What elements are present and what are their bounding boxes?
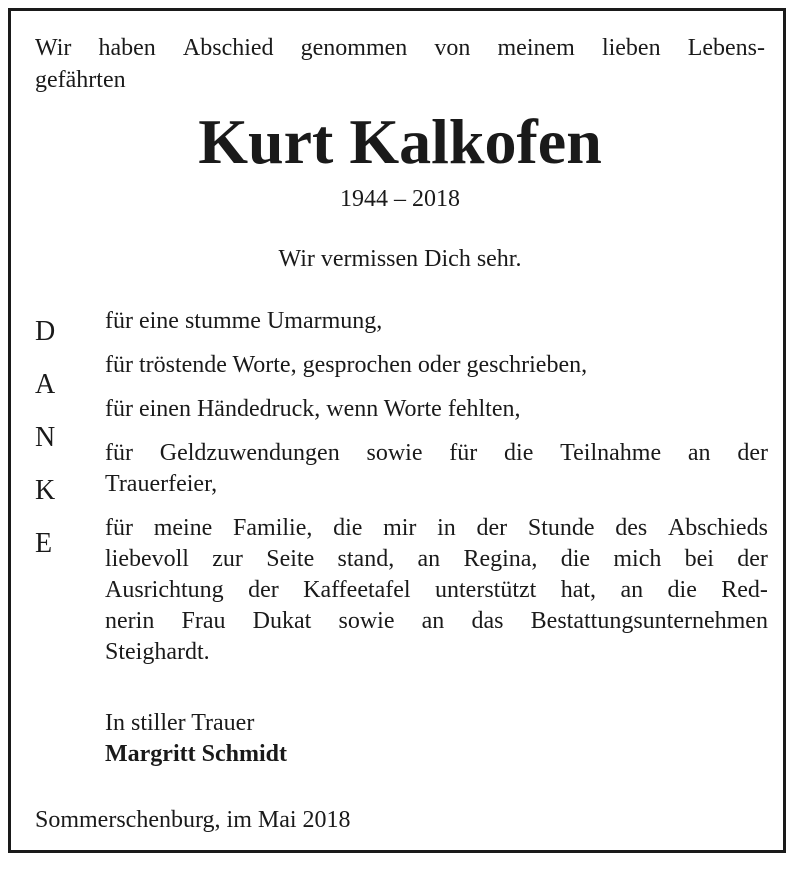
- intro-word: genommen: [300, 35, 408, 61]
- thanks-line-part: mir: [383, 515, 417, 541]
- thanks-line-part: unterstützt: [435, 577, 537, 603]
- thanks-line-part: für: [449, 440, 478, 466]
- thanks-line-part: die: [667, 577, 697, 603]
- deceased-name: Kurt Kalkofen: [198, 106, 602, 177]
- intro-word: lieben: [601, 35, 661, 61]
- thanks-line-part: für: [105, 440, 133, 466]
- thanks-line: für einen Händedruck, wenn Worte fehlten,: [105, 396, 521, 422]
- intro-line-2: gefährten: [35, 67, 126, 93]
- thanks-item: [105, 513, 768, 668]
- thanks-line-part: Red-: [721, 577, 768, 603]
- thanks-line-part: die: [504, 440, 534, 466]
- thanks-line-part: Geldzuwendungen: [159, 440, 340, 466]
- danke-letter: A: [35, 369, 56, 400]
- intro-word: meinem: [497, 35, 575, 61]
- thanks-line: Steighardt.: [105, 639, 210, 665]
- thanks-line-part: Familie,: [233, 515, 313, 541]
- thanks-line: [105, 438, 768, 469]
- intro-word: Lebens-: [687, 35, 765, 61]
- thanks-line-part: stand,: [337, 546, 395, 572]
- thanks-line-part: an: [620, 577, 644, 603]
- danke-acrostic: [35, 305, 65, 570]
- thanks-line-part: der: [476, 515, 508, 541]
- thanks-line: für tröstende Worte, gesprochen oder geschrieben,: [105, 352, 588, 378]
- intro-word: Wir: [35, 35, 72, 61]
- miss-you-line: Wir vermissen Dich sehr.: [278, 246, 522, 272]
- thanks-line-part: zur: [212, 546, 243, 572]
- signature-block: [105, 708, 287, 770]
- thanks-line-part: mich: [613, 546, 662, 572]
- thanks-line-part: Bestattungsunternehmen: [530, 608, 768, 634]
- thanks-line: [105, 606, 768, 637]
- danke-letter: K: [35, 475, 56, 506]
- thanks-item: [105, 306, 768, 337]
- thanks-line-part: meine: [153, 515, 213, 541]
- thanks-line-part: für: [105, 515, 133, 541]
- thanks-line: Trauerfeier,: [105, 471, 218, 497]
- thanks-line: [105, 513, 768, 544]
- life-years: 1944 – 2018: [340, 186, 460, 212]
- thanks-line-part: Stunde: [527, 515, 595, 541]
- thanks-line-part: hat,: [560, 577, 597, 603]
- thanks-line-part: des: [615, 515, 648, 541]
- thanks-line-part: in: [437, 515, 456, 541]
- thanks-line-part: Kaffeetafel: [303, 577, 411, 603]
- thanks-line: für eine stumme Umarmung,: [105, 308, 383, 334]
- thanks-line-part: liebevoll: [105, 546, 189, 572]
- thanks-line-part: die: [560, 546, 591, 572]
- thanks-line-part: der: [737, 546, 768, 572]
- thanks-line-part: Ausrichtung: [105, 577, 224, 603]
- intro-word: haben: [98, 35, 156, 61]
- intro-line-1: [35, 32, 765, 64]
- signatory-name: Margritt Schmidt: [105, 741, 287, 767]
- intro-word: von: [434, 35, 471, 61]
- intro-text: [35, 32, 765, 96]
- thanks-line-part: an: [417, 546, 441, 572]
- thanks-line: [105, 544, 768, 575]
- thanks-line-part: die: [333, 515, 363, 541]
- thanks-line-part: an: [687, 440, 711, 466]
- thanks-line-part: der: [248, 577, 279, 603]
- thanks-line-part: Teilnahme: [560, 440, 662, 466]
- thanks-line-part: Seite: [266, 546, 315, 572]
- place-date: Sommerschenburg, im Mai 2018: [35, 807, 351, 833]
- thanks-line: [105, 575, 768, 606]
- thanks-line-part: Dukat: [252, 608, 312, 634]
- thanks-item: [105, 394, 768, 425]
- thanks-line-part: der: [737, 440, 768, 466]
- danke-letter: D: [35, 316, 56, 347]
- thanks-line-part: Abschieds: [667, 515, 768, 541]
- thanks-item: [105, 438, 768, 500]
- thanks-line-part: sowie: [338, 608, 395, 634]
- thanks-line-part: Regina,: [463, 546, 538, 572]
- thanks-line-part: bei: [684, 546, 714, 572]
- mourning-line: In stiller Trauer: [105, 710, 255, 736]
- thanks-line-part: Frau: [181, 608, 226, 634]
- thanks-line-part: sowie: [366, 440, 423, 466]
- danke-letter: E: [35, 528, 53, 559]
- thanks-line-part: an: [421, 608, 445, 634]
- intro-word: Abschied: [182, 35, 274, 61]
- thanks-item: [105, 350, 768, 381]
- danke-letter: N: [35, 422, 56, 453]
- thanks-line-part: das: [471, 608, 504, 634]
- thanks-line-part: nerin: [105, 608, 155, 634]
